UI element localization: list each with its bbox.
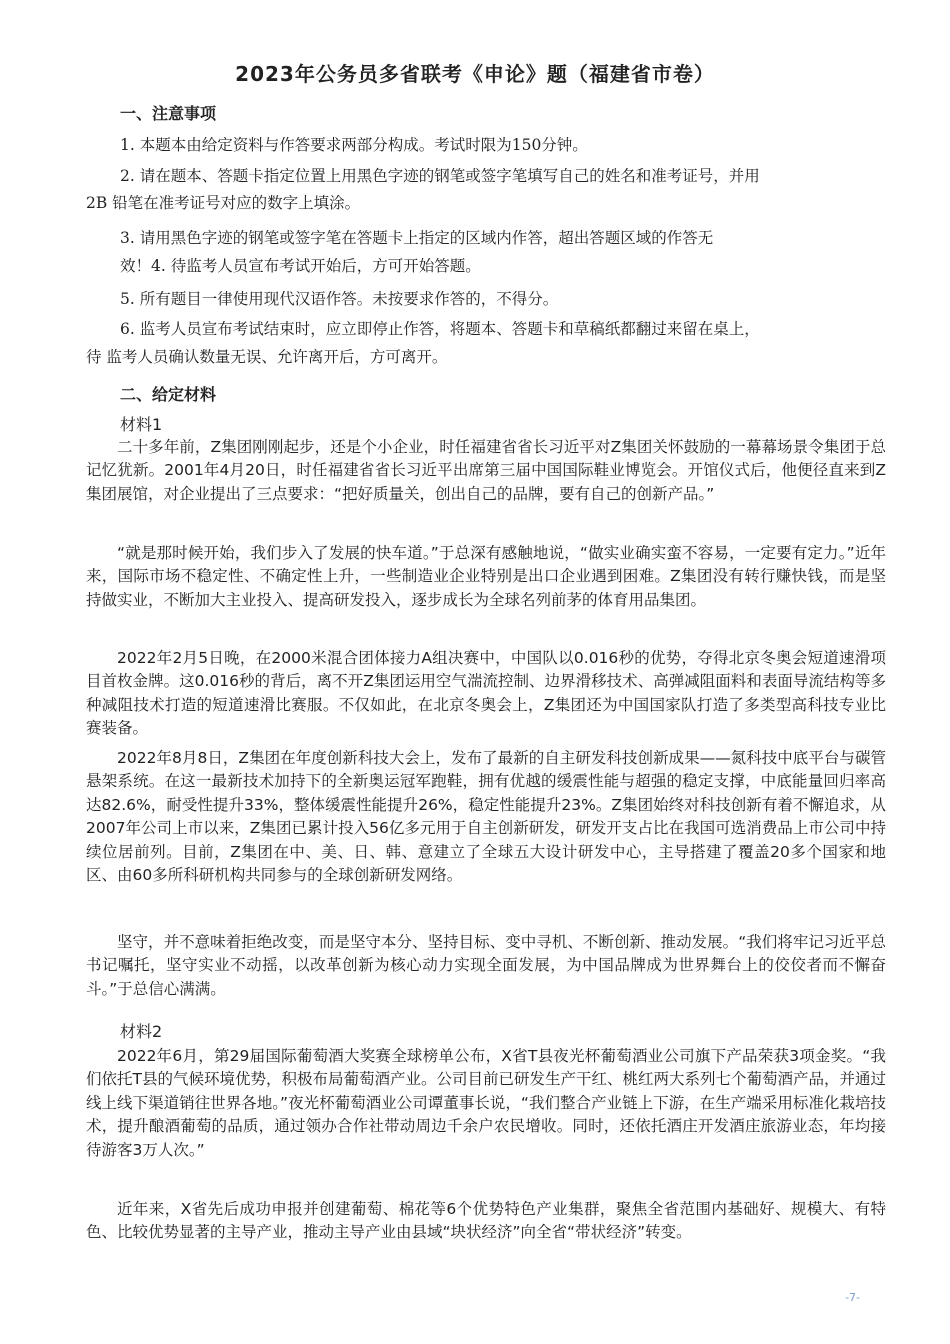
material2-label: 材料2 bbox=[120, 1022, 163, 1041]
notice-item-3-cont: 效！4. 待监考人员宣布考试开始后，方可开始答题。 bbox=[120, 257, 481, 275]
notice-item-5: 5. 所有题目一律使用现代汉语作答。未按要求作答的，不得分。 bbox=[120, 290, 559, 308]
section2-heading: 二、给定材料 bbox=[120, 385, 217, 404]
material2-paragraph-2: 近年来，X省先后成功申报并创建葡萄、棉花等6个优势特色产业集群，聚焦全省范围内基础好、规模大、有特色、比较优势显著的主导产业，推动主导产业由县域“块状经济”向全省“带状经济”转变。 bbox=[86, 1200, 886, 1242]
notice-item-2: 2. 请在题本、答题卡指定位置上用黑色字迹的钢笔或签字笔填写自己的姓名和准考证号，并用 bbox=[120, 167, 760, 185]
notice-item-6-cont: 待 监考人员确认数量无误、允许离开后，方可离开。 bbox=[86, 348, 448, 366]
material1-paragraph-2: “就是那时候开始，我们步入了发展的快车道。”于总深有感触地说，“做实业确实蛮不容易，一定要有定力。”近年来，国际市场不稳定性、不确定性上升，一些制造业企业特别是出口企业遇到困难。Z集团没有转行赚快钱，而是坚持做实业，不断加大主业投入、提高研发投入，逐步成长为全球名列前茅的体育用品集团。 bbox=[86, 544, 886, 609]
material1-label: 材料1 bbox=[120, 415, 163, 434]
material1-paragraph-5: 坚守，并不意味着拒绝改变，而是坚守本分、坚持目标、变中寻机、不断创新、推动发展。“我们将牢记习近平总书记嘱托，坚守实业不动摇，以改革创新为核心动力实现全面发展，为中国品牌成为世界舞台上的佼佼者而不懈奋斗。”于总信心满满。 bbox=[86, 933, 886, 998]
material1-paragraph-1: 二十多年前，Z集团刚刚起步，还是个小企业，时任福建省省长习近平对Z集团关怀鼓励的一幕幕场景令集团于总记忆犹新。2001年4月20日，时任福建省省长习近平出席第三届中国国际鞋业博览会。开馆仪式后，他便径直来到Z集团展馆，对企业提出了三点要求：“把好质量关，创出自己的品牌，要有自己的创新产品。” bbox=[86, 438, 886, 503]
material2-paragraph-1: 2022年6月，第29届国际葡萄酒大奖赛全球榜单公布，X省T县夜光杯葡萄酒业公司旗下产品荣获3项金奖。“我们依托T县的气候环境优势，积极布局葡萄酒产业。公司目前已研发生产干红、桃红两大系列七个葡萄酒产品，并通过线上线下渠道销往世界各地。”夜光杯葡萄酒业公司谭董事长说，“我们整合产业链上下游，在生产端采用标准化栽培技术，提升酿酒葡萄的品质，通过领办合作社带动周边千余户农民增收。同时，还依托酒庄开发酒庄旅游业态，年均接待游客3万人次。” bbox=[86, 1047, 886, 1159]
material1-paragraph-4: 2022年8月8日，Z集团在年度创新科技大会上，发布了最新的自主研发科技创新成果——氮科技中底平台与碳管悬架系统。在这一最新技术加持下的全新奥运冠军跑鞋，拥有优越的缓震性能与超强的稳定支撑，中底能量回归率高达82.6%，耐受性提升33%，整体缓震性能提升26%，稳定性能提升23%。Z集团始终对科技创新有着不懈追求，从2007年公司上市以来，Z集团已累计投入56亿多元用于自主创新研发，研发开支占比在我国可选消费品上市公司中持续位居前列。目前，Z集团在中、美、日、韩、意建立了全球五大设计研发中心，主导搭建了覆盖20多个国家和地区、由60多所科研机构共同参与的全球创新研发网络。 bbox=[86, 749, 886, 885]
notice-item-6: 6. 监考人员宣布考试结束时，应立即停止作答，将题本、答题卡和草稿纸都翻过来留在桌上， bbox=[120, 320, 760, 338]
notice-item-2-cont: 2B 铅笔在准考证号对应的数字上填涂。 bbox=[86, 194, 361, 212]
page-number: -7- bbox=[845, 1291, 860, 1304]
notice-item-1: 1. 本题本由给定资料与作答要求两部分构成。考试时限为150分钟。 bbox=[120, 136, 588, 154]
document-title: 2023年公务员多省联考《申论》题（福建省市卷） bbox=[235, 62, 715, 86]
material1-paragraph-3: 2022年2月5日晚，在2000米混合团体接力A组决赛中，中国队以0.016秒的优势，夺得北京冬奥会短道速滑项目首枚金牌。这0.016秒的背后，离不开Z集团运用空气湍流控制、边界滑移技术、高弹减阻面料和表面导流结构等多种减阻技术打造的短道速滑比赛服。不仅如此，在北京冬奥会上，Z集团还为中国国家队打造了多类型高科技专业比赛装备。 bbox=[86, 649, 886, 738]
section1-heading: 一、注意事项 bbox=[120, 104, 217, 123]
notice-item-3: 3. 请用黑色字迹的钢笔或签字笔在答题卡上指定的区域内作答，超出答题区域的作答无 bbox=[120, 229, 714, 247]
